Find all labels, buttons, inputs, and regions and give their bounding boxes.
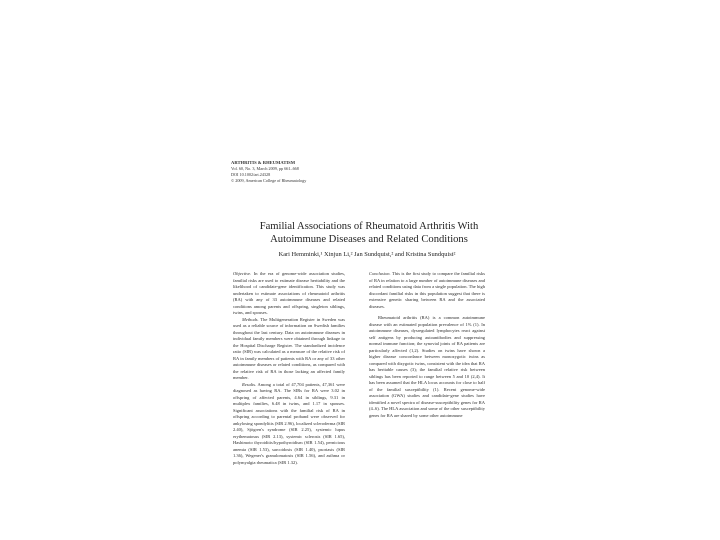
journal-header xyxy=(231,160,471,184)
abstract-objective xyxy=(233,271,345,317)
results-text: Among a total of 47,704 patients, 47,361 were diagnosed as having RA. The SIRs for RA were 3.02 in offspring of affected parents, 4.64 in siblings, 9.31 in multiplex families, 6.48 in twins, and 1.17 in spouses. Significant associations with the familial risk of RA in offspring according to parental proband were observed for ankylosing spondylitis (SIR 2.96), localized scleroderma (SIR 2.40), Sjögren's syndrome (SIR 2.25), systemic lupus erythematosus (SIR 2.13), systemic sclerosis (SIR 1.65), Hashimoto thyroiditis/hypothyroidism (SIR 1.54), pernicious anemia (SIR 1.53), sarcoidosis (SIR 1.40), psoriasis (SIR 1.36), Wegener's granulomatosis (SIR 1.56), and asthma or polymyalgia rheumatica (SIR 1.32). xyxy=(233,381,345,465)
conclusion-label: Conclusion. xyxy=(369,271,391,276)
abstract-right-column xyxy=(369,271,485,419)
abstract-methods xyxy=(233,317,345,382)
abstract-left-column xyxy=(233,271,345,466)
methods-label: Methods. xyxy=(242,316,259,322)
results-label: Results. xyxy=(242,381,257,387)
objective-label: Objective. xyxy=(233,271,252,276)
methods-text: The Multigeneration Register in Sweden was used as a reliable source of information on Swedish families throughout the last century. Data on autoimmune diseases in individual family members were obtained through linkage to the Hospital Discharge Register. The standardized incidence ratio (SIR) was calculated as a measure of the relative risk of RA in family members of patients with RA or any of 33 other autoimmune diseases or related conditions, as compared with the relative risk of RA in those lacking an affected family member. xyxy=(233,316,346,380)
objective-text: In the era of genome-wide association studies, familial risks are used to estimate disease heritability and the likelihood of candidate-gene identification. This study was undertaken to estimate associations of rheumatoid arthritis (RA) with any of 33 autoimmune diseases and related conditions among parents and offspring, singleton siblings, twins, and spouses. xyxy=(233,271,345,315)
journal-volume: Vol. 60, No. 3, March 2009, pp 661–668 xyxy=(231,166,299,171)
journal-copyright: © 2009, American College of Rheumatology xyxy=(231,178,307,183)
journal-doi: DOI 10.1002/art.24328 xyxy=(231,172,271,177)
conclusion-text: This is the first study to compare the familial risks of RA in relation to a large number of autoimmune diseases and related conditions using data from a single population. The high discordant familial risks in this population suggest that there is extensive genetic sharing between RA and the associated diseases. xyxy=(369,271,486,309)
body-introduction: Rheumatoid arthritis (RA) is a common autoimmune disease with an estimated population prevalence of 1% (1). In autoimmune diseases, dysregulated lymphocytes react against self antigens by producing autoantibodies and suppressing normal immune function; the synovial joints of RA patients are particularly affected (1,2). Studies on twins have shown a higher disease concordance between monozygotic twins as compared with dizygotic twins, consistent with the idea that RA has heritable causes (3); the familial relative risk between siblings has been reported to range between 5 and 10 (2,4). It has been assumed that the HLA locus accounts for close to half of the familial susceptibility (1). Recent genome-wide association (GWA) studies and candidate-gene studies have identified a novel spectra of disease-susceptibility genes for RA (4–6). The HLA association and some of the other susceptibility genes for RA are shared by some other autoimmune xyxy=(369,315,485,418)
journal-name: ARTHRITIS & RHEUMATISM xyxy=(231,160,296,165)
abstract-results xyxy=(233,382,345,467)
abstract-conclusion xyxy=(369,271,485,310)
article-title: Familial Associations of Rheumatoid Arthritis With Autoimmune Diseases and Related Conditions xyxy=(259,221,479,245)
article-authors: Kari Hemminki,¹ Xinjun Li,² Jan Sundquist,² and Kristina Sundquist² xyxy=(278,251,456,258)
